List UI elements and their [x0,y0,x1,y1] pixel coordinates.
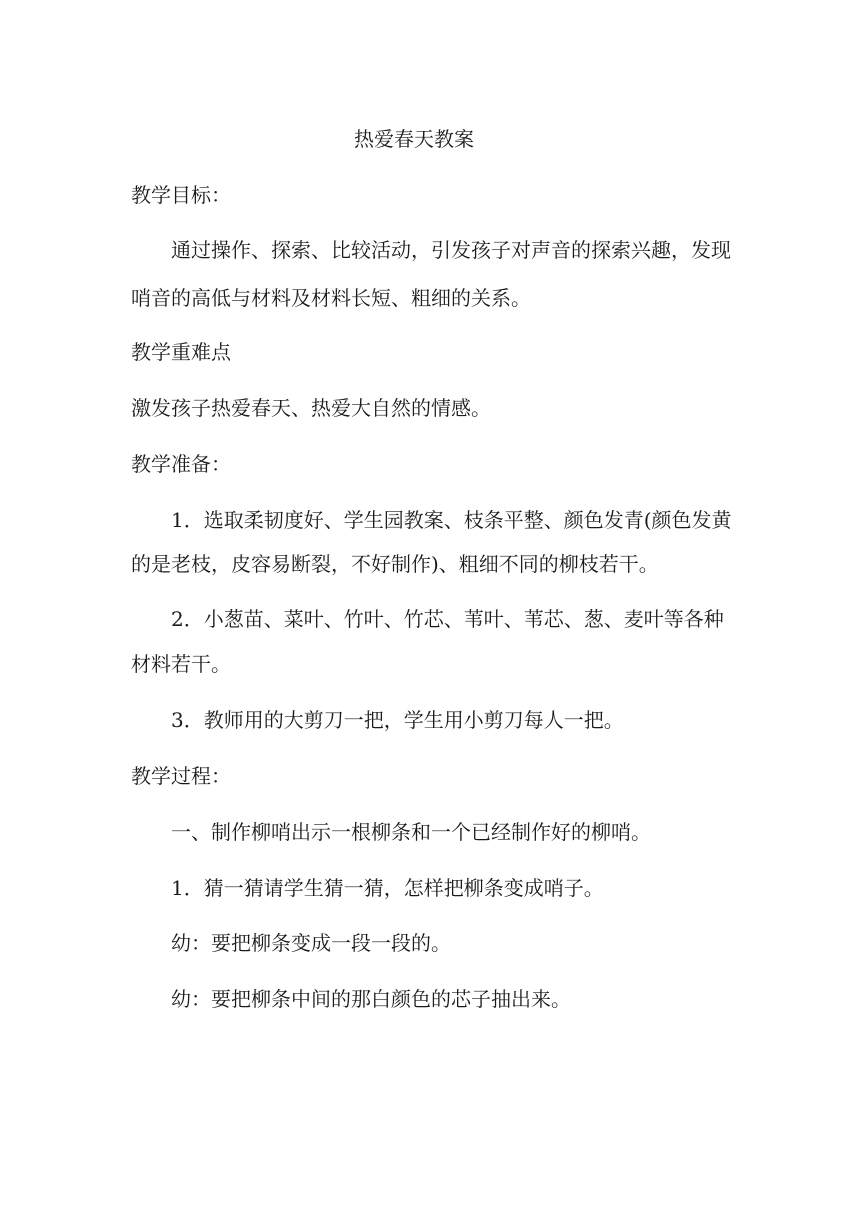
paragraph-line: 1．猜一猜请学生猜一猜，怎样把柳条变成哨子。 [171,876,604,900]
list-item-line: 2．小葱苗、菜叶、竹叶、竹芯、苇叶、苇芯、葱、麦叶等各种 [171,607,724,631]
paragraph-line: 哨音的高低与材料及材料长短、粗细的关系。 [131,286,531,310]
list-item-line: 1．选取柔韧度好、学生园教案、枝条平整、颜色发青(颜色发黄 [171,508,732,532]
paragraph-line: 幼：要把柳条中间的那白颜色的芯子抽出来。 [171,987,571,1011]
document-title: 热爱春天教案 [354,127,474,151]
paragraph-line: 激发孩子热爱春天、热爱大自然的情感。 [131,396,491,420]
heading-teaching-process: 教学过程： [131,764,231,788]
list-item-line: 的是老枝，皮容易断裂，不好制作)、粗细不同的柳枝若干。 [131,552,659,576]
heading-teaching-goals: 教学目标： [131,183,231,207]
list-item-line: 材料若干。 [131,652,231,676]
paragraph-line: 一、制作柳哨出示一根柳条和一个已经制作好的柳哨。 [171,820,651,844]
heading-key-points: 教学重难点 [131,340,231,364]
heading-preparation: 教学准备： [131,452,231,476]
list-item-line: 3．教师用的大剪刀一把，学生用小剪刀每人一把。 [171,708,624,732]
paragraph-line: 通过操作、探索、比较活动，引发孩子对声音的探索兴趣，发现 [171,238,731,262]
paragraph-line: 幼：要把柳条变成一段一段的。 [171,931,451,955]
